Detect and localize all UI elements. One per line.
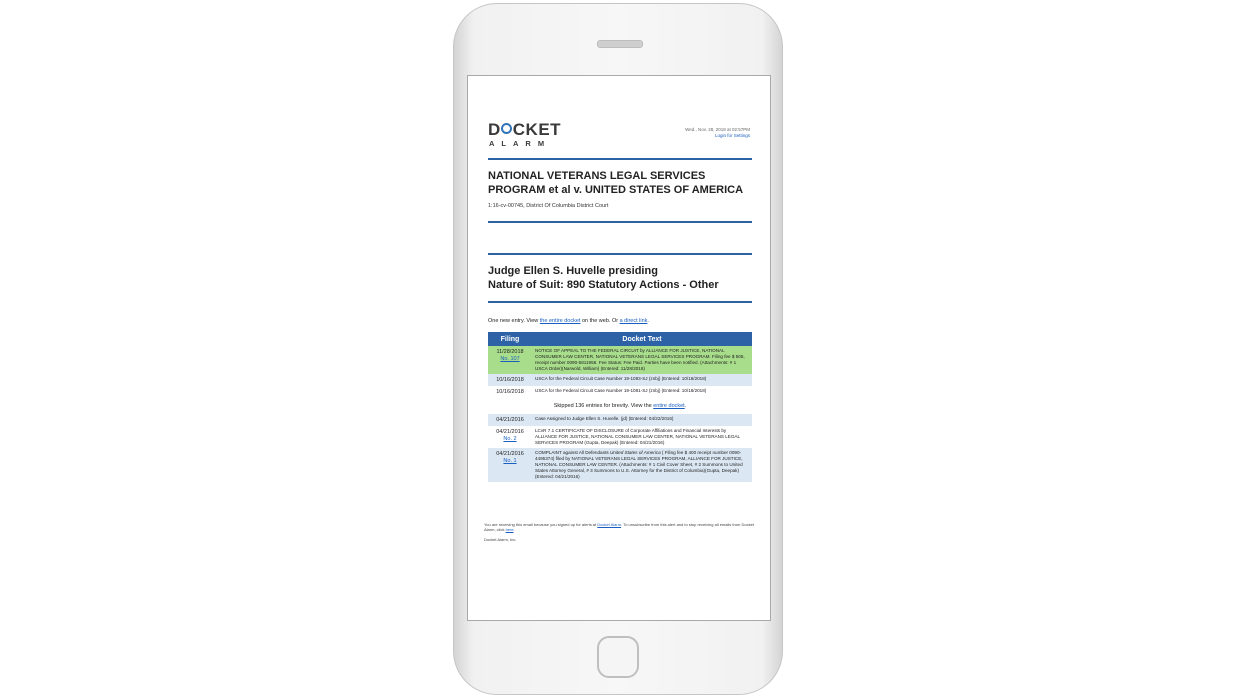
footer-middle: . To unsubscribe from this alert and to stop receiving all emails from Docket Alarm, click xyxy=(484,522,754,532)
unsubscribe-text xyxy=(484,522,754,532)
skipped-entries-row xyxy=(488,398,752,414)
entry-text: NOTICE OF APPEAL TO THE FEDERAL CIRCUIT by ALLIANCE FOR JUSTICE, NATIONAL CONSUMER LAW CENTER, NATIONAL VETERANS LEGAL SERVICES PROGRAM. Filing fee $ 505, receipt number 0090-5811958. Fee Status: Fee Paid. Parties have been notified. (Attachments: # 1 USCA Order)(Narwold, William) (Entered: 11/28/2018) xyxy=(532,346,752,374)
settings-link[interactable]: Login for Settings xyxy=(714,133,750,138)
entire-docket-link[interactable]: the entire docket xyxy=(539,318,581,324)
divider xyxy=(488,158,752,160)
logo-letter-d: D xyxy=(488,120,501,139)
intro-middle: on the web. Or xyxy=(580,318,620,324)
table-row xyxy=(488,448,752,482)
unsubscribe-link[interactable]: here xyxy=(505,527,514,532)
skip-suffix: . xyxy=(684,403,687,409)
table-row xyxy=(488,426,752,448)
entry-text-suffix: ( Filing fee $ 400 receipt number 0090-4495374) filed by NATIONAL VETERANS LEGAL SERVICES PROGRAM, ALLIANCE FOR JUSTICE, NATIONAL CONSUMER LAW CENTER. (Attachments: # 1 Civil Cover Sheet, # 2 Summons to United States Attorney General, # 3 Summons to U.S. Attorney for the District of Columbia)(Gupta, Deepak) (Entered: 04/21/2016) xyxy=(535,450,743,479)
intro-prefix: One new entry. View xyxy=(488,318,540,324)
entire-docket-link-2[interactable]: entire docket xyxy=(653,403,685,409)
table-row xyxy=(488,374,752,386)
entry-number-link[interactable]: No. 2 xyxy=(503,436,517,442)
email-date-block xyxy=(685,127,750,139)
logo-o-circle-icon xyxy=(501,123,512,134)
entry-text-prefix: COMPLAINT against All Defendants xyxy=(535,450,610,455)
case-title: NATIONAL VETERANS LEGAL SERVICES PROGRAM et al v. UNITED STATES OF AMERICA xyxy=(488,170,744,196)
table-header-row xyxy=(488,332,752,346)
docket-text-header: Docket Text xyxy=(532,332,752,346)
entry-date-cell xyxy=(488,448,532,482)
phone-screen[interactable] xyxy=(467,75,771,621)
judge-name: Judge Ellen S. Huvelle presiding xyxy=(488,265,658,277)
phone-speaker xyxy=(597,40,643,48)
email-date: Wed., Nov. 28, 2018 at 02:57PM xyxy=(685,127,750,132)
entry-number-link[interactable]: No. 1 xyxy=(503,458,517,464)
entry-text xyxy=(532,448,752,482)
table-row xyxy=(488,414,752,426)
logo-letters-cket: CKET xyxy=(512,120,562,139)
company-name: Docket Alarm, Inc. xyxy=(484,537,517,542)
entry-date: 10/16/2018 xyxy=(488,374,532,386)
logo-wordmark-top xyxy=(488,121,568,138)
table-row xyxy=(488,386,752,398)
entry-date-cell xyxy=(488,346,532,374)
entry-date: 11/28/2018 xyxy=(496,349,524,355)
entry-text: USCA for the Federal Circuit Case Number 19-1083-SJ (znbj) (Entered: 10/18/2018) xyxy=(532,374,752,386)
email-footer xyxy=(484,522,754,542)
docket-alarm-link[interactable]: Docket Alarm xyxy=(597,522,622,527)
entry-date-cell xyxy=(488,426,532,448)
docket-table xyxy=(488,332,752,482)
intro-suffix: . xyxy=(647,318,649,324)
entry-date: 04/21/2016 xyxy=(496,429,524,435)
entry-date: 04/21/2016 xyxy=(496,451,524,457)
home-button[interactable] xyxy=(597,636,639,678)
entry-number-link[interactable]: No. 107 xyxy=(500,356,520,362)
filing-header: Filing xyxy=(488,332,532,346)
phone-frame xyxy=(453,3,783,695)
entry-text: LCvR 7.1 CERTIFICATE OF DISCLOSURE of Corporate Affiliations and Financial Interests by ALLIANCE FOR JUSTICE, NATIONAL CONSUMER LAW CENTER, NATIONAL VETERANS LEGAL SERVICES PROGRAM (Gupta, Deepak) (Entered: 04/21/2016) xyxy=(532,426,752,448)
divider xyxy=(488,221,752,223)
entry-text-italic: United States of America xyxy=(609,450,661,455)
direct-link[interactable]: a direct link xyxy=(619,318,648,324)
intro-text xyxy=(488,318,649,324)
logo-wordmark-bottom: ALARM xyxy=(489,139,552,148)
entry-text: Case Assigned to Judge Ellen S. Huvelle. (jd) (Entered: 04/22/2016) xyxy=(532,414,752,426)
footer-prefix: You are receiving this email because you signed up for alerts at xyxy=(484,522,598,527)
nature-of-suit: Nature of Suit: 890 Statutory Actions - Other xyxy=(488,279,719,291)
skipped-entries-text xyxy=(488,398,752,414)
skip-prefix: Skipped 136 entries for brevity. View the xyxy=(553,403,654,409)
footer-suffix: . xyxy=(513,527,515,532)
case-number: 1:16-cv-00745, District Of Columbia District Court xyxy=(488,203,609,209)
entry-text: USCA for the Federal Circuit Case Number 19-1081-SJ (znbj) (Entered: 10/18/2018) xyxy=(532,386,752,398)
judge-block xyxy=(488,264,719,292)
divider xyxy=(488,301,752,303)
table-row xyxy=(488,346,752,374)
divider xyxy=(488,253,752,255)
entry-date: 10/16/2018 xyxy=(488,386,532,398)
docket-alarm-logo[interactable] xyxy=(488,121,568,148)
entry-date: 04/21/2016 xyxy=(488,414,532,426)
